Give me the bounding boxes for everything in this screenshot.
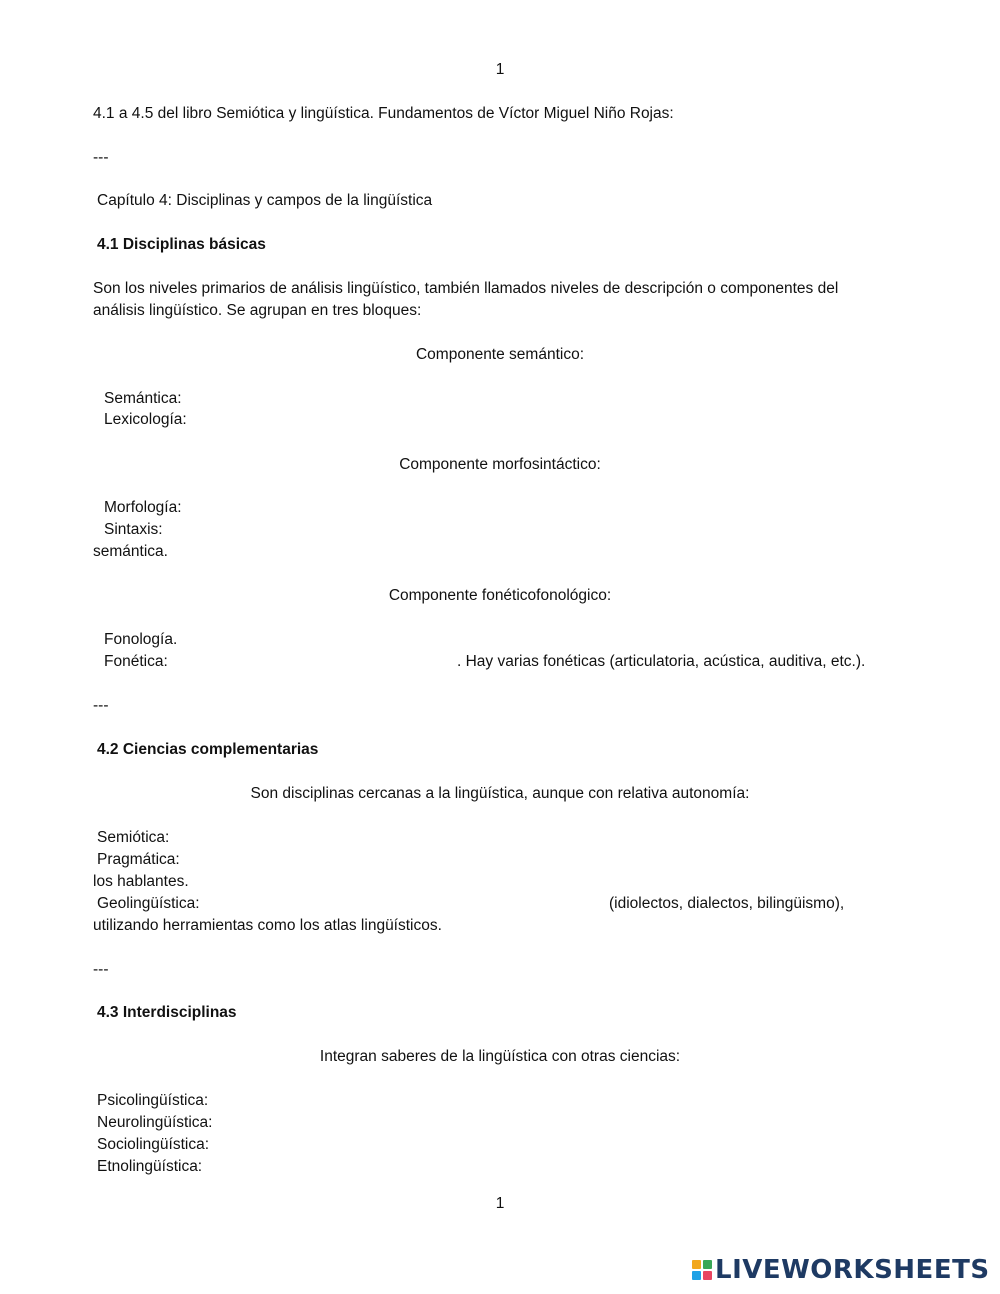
geolinguistica-tail: (idiolectos, dialectos, bilingüismo), [609,895,845,912]
sintaxis-label: Sintaxis: [104,521,163,538]
section-4-3-subtitle: Integran saberes de la lingüística con otras ciencias: [319,1048,681,1065]
sintaxis-answer-field[interactable] [170,521,880,539]
separator: --- [93,149,109,166]
semantica-label: Semántica: [104,390,182,407]
section-4-1-paragraph-line-1: Son los niveles primarios de análisis lingüístico, también llamados niveles de descripción o componentes del [93,280,839,297]
psicolinguistica-label: Psicolingüística: [97,1092,209,1109]
semantica-answer-field[interactable] [190,390,880,408]
pragmatica-label: Pragmática: [97,851,180,868]
psicolinguistica-answer-field[interactable] [216,1092,876,1110]
page-number-bottom: 1 [495,1195,505,1212]
liveworksheets-logo-text: LIVEWORKSHEETS [715,1255,990,1285]
sociolinguistica-label: Sociolingüística: [97,1136,210,1153]
fonetica-label: Fonética: [104,653,168,670]
liveworksheets-logo [692,1254,990,1286]
section-4-1-paragraph-line-2: análisis lingüístico. Se agrupan en tres bloques: [93,302,422,319]
liveworksheets-logo-icon [692,1260,712,1280]
sintaxis-continuation: semántica. [93,543,168,560]
separator: --- [93,697,109,714]
morphosyntactic-component-title: Componente morfosintáctico: [399,456,601,473]
fonologia-answer-field[interactable] [184,631,884,649]
pragmatica-answer-field[interactable] [188,851,878,869]
lexicologia-answer-field[interactable] [194,411,884,429]
logo-square-v [692,1271,701,1280]
separator: --- [93,961,109,978]
sociolinguistica-answer-field[interactable] [218,1136,878,1154]
semiotica-answer-field[interactable] [178,829,878,847]
geolinguistica-answer-field[interactable] [238,895,603,913]
section-4-1-heading: 4.1 Disciplinas básicas [97,236,266,253]
phonetic-component-title: Componente fonéticofonológico: [388,587,612,604]
neurolinguistica-answer-field[interactable] [228,1114,878,1132]
semiotica-label: Semiótica: [97,829,170,846]
fonetica-answer-field[interactable] [176,653,454,671]
geolinguistica-label: Geolingüística: [97,895,200,912]
logo-square-e [703,1271,712,1280]
lexicologia-label: Lexicología: [104,411,187,428]
logo-square-i [703,1260,712,1269]
morfologia-answer-field[interactable] [194,499,884,517]
section-4-2-subtitle: Son disciplinas cercanas a la lingüística, aunque con relativa autonomía: [250,785,750,802]
fonetica-tail: . Hay varias fonéticas (articulatoria, acústica, auditiva, etc.). [457,653,866,670]
neurolinguistica-label: Neurolingüística: [97,1114,213,1131]
morfologia-label: Morfología: [104,499,182,516]
geolinguistica-continuation: utilizando herramientas como los atlas lingüísticos. [93,917,442,934]
fonologia-label: Fonología. [104,631,178,648]
section-4-3-heading: 4.3 Interdisciplinas [97,1004,237,1021]
etnolinguistica-answer-field[interactable] [212,1158,878,1176]
semantic-component-title: Componente semántico: [415,346,584,363]
page-number-top: 1 [495,61,505,78]
chapter-title: Capítulo 4: Disciplinas y campos de la lingüística [97,192,433,209]
logo-square-l [692,1260,701,1269]
pragmatica-continuation: los hablantes. [93,873,189,890]
section-4-2-heading: 4.2 Ciencias complementarias [97,741,319,758]
intro-text: 4.1 a 4.5 del libro Semiótica y lingüística. Fundamentos de Víctor Miguel Niño Rojas: [93,105,674,122]
etnolinguistica-label: Etnolingüística: [97,1158,203,1175]
